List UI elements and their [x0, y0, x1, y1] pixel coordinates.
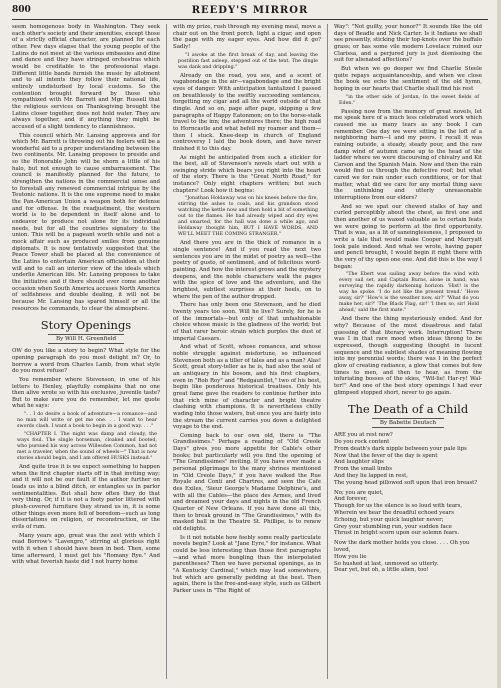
poem-line: So hushed at last, unmoved so utterly.	[334, 560, 439, 567]
paragraph: Coming back to our own old, there is "The Grandissimes." Perhaps a reading of "Old Creole Days" gives you more appetite for Cable's other books; but particularly will you find the opening of "The Grandissimes" inviting. If you have ever made a personal pilgrimage to the many shrines mentioned in "Old Creole Days," if you have walked the Rue Royale and Conti and Chartres, and seen the Cafe des Exiles, 'Sieur George's Madame Delphine's, and with all the Cables—the place des Armes, and lived and dreamed your days and nights in the old French Quarter of New Orleans. If you have done all this, then to break ground in "The Grandissimes," with its masked ball in the Theatre St. Phillipe, is to renew old delights.	[173, 432, 321, 532]
column-middle	[173, 24, 321, 682]
quotation: "I awoke at the first break of day, and leaving the postilion fast asleep, stepped out of the tent. The dingle was dank and dripping."	[178, 52, 318, 70]
paragraph: Way": "Not guilty, your honor?" It sounds like the old days of Beadle and Nick Carter. Is it Indians we shall see presently, sticking their top-knots over the buffalo grass; or has some vile modern Lovelace ruined our Clarissa, and a perjured jury is just dismissing the suit for alienated affections?	[334, 24, 482, 64]
paragraph: seem homogenous body in Washington. They seek each other's society and their amenities, except those of a strictly official character, are planned for each other. Few days elapse that the young people of the Latins do not meet at the various embassies and dine and dance and they have stringed orchestras which would be creditable to the professional stage. Different little bands furnish the music by allotment and to all intents they follow their national life, entirely undisturbed by local customs. So the contention brought forward by those who sympathized with Mr. Barrett and Mgr. Russell that the religious services on Thanksgiving brought the Latins closer together, does not hold water. They are always together, and if anything they might be accused of a slight tendency to clannishness.	[12, 24, 160, 130]
byline: By Babette Deutsch	[334, 418, 482, 428]
poem-line: Though for us the silence is so loud with tears,	[334, 503, 463, 510]
poem-title: The Death of a Child	[347, 402, 469, 417]
article-title: Story Openings	[40, 318, 132, 333]
masthead: REEDY'S MIRROR	[191, 5, 309, 16]
paragraph: This council which Mr. Lansing approves and for which Mr. Barrett is throwing out his feelers will be a wonderful aid to a proper understanding between the two continents. Mr. Lansing proposes to preside and so the Honorable John will be shorn a little of his halo, but not enough to cause embarrassment. The council is manifestly planned for the future, to strengthen the nations in the commercial sense and to forestall any renewed commercial intrigue by the Teutonic nations. It is the one supreme need to make the Pan-American Union a weapon both for defense and for offense. In the readjustment, the western world is to be dependent in itself alone and to endeavor to produce not alone for its individual needs, but for all the countries signatory to the union. This will be a pageant worth while and not a mock affair such as produced smiles from genuine diplomats. It is now tentatively suggested that the Peace Tower shall be placed at the convenience of the Latins to entertain American officialdom at their will and to call an interior view of the ideals which underlie American life. Mr. Lansing proposes to take the initiative and if there should ever come another occasion when South America accuses North America of selfishness and double dealing, it will not be because Mr. Lansing has spared himself or all the resources he commands, to clear the atmosphere.	[12, 132, 160, 312]
paragraph: with my prize, rush through my evening meal, move a chair out on the front porch, light a cigar, and open the page with my eager eyes. And how did it go? Sadly!	[173, 24, 321, 50]
page-edge	[497, 0, 501, 688]
paragraph: Many years ago, great was the zest with which I read Borrow's "Lavengro," stirring at glorious right with it when I should have been in bed. Then, some time afterward, I must get his "Romany Rye." And with what feverish haste did I not hurry home	[12, 532, 160, 566]
poem-line: The young head pillowed soft upon that iron breast?	[334, 479, 478, 486]
paragraph: And what of Scott, whose romances, and whose noble struggle against misfortune, so influenced Stevenson both as a tiller of tales and as a man? Alas! Scott, great story-teller as he is, had also the soul of an antiquary in his bosom, and his first chapters, even in "Rob Roy" and "Redgauntlet," two of his best, begin like ponderous historical treatises. Only his great fame gave the readers to continue further into that rich mine of character and bright theatre clashing with champions. It is nevertheless chilly wading into those waters, but once you are fairly into the stream the current carries you down a delighted voyage to the end.	[173, 344, 321, 431]
quotation: ". . I do desire a book of adventure—a romance—and no man will write or get me one. . . I want to hear swords clash. I want a book to begin in a good way. . . ."	[17, 412, 157, 430]
quotation: "CHAPTER I. The night was damp and cloudy, the ways foul. The single horseman, cloaked and booted, who pursued his way across Willesden Common, had not met a traveler, when the sound of wheels—" That is now stories should begin, and I am offered HUSKS instead."	[17, 432, 157, 462]
poem-line: Dear yet, but oh, a little alien, too!	[334, 567, 429, 574]
quotation: "Jonathan Holdaway was on his knees before the fire, stirring the ashes to coals, and his grandson stood watching the kettle now and then hold a bit of something out to the flames. He had already wiped and dry eyes and smarted, for the hall was done a while ago, and Holdaway thought him, BUT I HAVE WORDS, AND WE'LL MEET THE COMING STRANGER."	[178, 196, 318, 238]
byline: By Will H. Greenfield	[12, 334, 160, 344]
paragraph: And there you are in the thick of romance in a single sentence! And if you read the next two sentences you are in the midst of poetry as well—the poetry of gusto, of sentiment, and of felicitous word-painting. And how the interest grows and the mystery deepens, and the noble characters walk the pages with the spice of love and the adventure, and the brightest, subtlest surprises at their heels, on to where the pen of the author dropped.	[173, 240, 321, 300]
poem-stanza	[334, 540, 482, 574]
poem-line: And forever,	[334, 496, 368, 503]
poem-stanza	[334, 432, 482, 486]
poem-line: And they lie lapped in rest,	[334, 472, 408, 479]
poem-line: Do you rock content	[334, 438, 390, 445]
paragraph: And quite true it is we expect something to happen when the first chapter starts off in that inviting way; and it will not be our fault if the author further on leads us into a blind ditch, or entangles us in parlor sentimentalities. But shall how often they do that very thing. Or, if it is not a footy parlor littered with plush-covered furniture they strand us in, it is some other things even more fell of boredom—such as long dissertations on religion, or reconstruction, or the evils of rum.	[12, 464, 160, 531]
poem-line: Grey your stumbling run, your sudden face	[334, 523, 452, 530]
poem-line: From the small limbs	[334, 466, 392, 473]
page-number: 800	[12, 5, 31, 15]
poem-stanza	[334, 490, 482, 538]
poem-line: Wherein we hear the dreadful echoed years	[334, 509, 454, 516]
poem-line: And laughter slips	[334, 459, 384, 466]
poem-line: Now the dark mother holds you close. . . . Oh you loved,	[334, 540, 470, 553]
column-divider	[166, 24, 167, 679]
poem-line: Echoing, but your quick laughter never;	[334, 516, 444, 523]
poem-line: ARE you at rest now?	[334, 432, 393, 439]
poem-line: How you lie	[334, 553, 367, 560]
paragraph: Is it not notable how feebly some really particulate novels begin? Look at "Jane Eyre," for instance. What could be less interesting than those first paragraphs—and what more bungling than the interpolated parentheses? Then we have personal openings, as in "A Kentucky Cardinal," which may lead somewhere, but which are generally pedding at the best. Then again, there is the free-and-easy style, such as Gilbert Parker uses in "The Right of	[173, 534, 321, 594]
paragraph: As might be anticipated from such a stickler for the best, all of Stevenson's novels start out with a swinging stride which bears you right into the heart of the story. There is the "Great North Road," for instance? Only eight chapters written; but such chapters! Look how it begins:	[173, 154, 321, 194]
column-divider	[327, 24, 328, 679]
poem	[334, 432, 482, 574]
page-header	[12, 5, 488, 20]
poem-line: No; you are quiet,	[334, 489, 384, 496]
paragraph: There has only been one Stevenson, and he died twenty years too soon. Will he live? Surely, for he is of the immortals—but only of that unfashionable choice whose music is the gladness of the world; but of that rarer heroic strain which purples the dust of imperial Caesars.	[173, 302, 321, 342]
quotation: "The Ebert was sailing away before the wind with every sail set, and Captain Burns, alone in hand, was surveying the rapidly darkening horizon. 'Hist! is the way he spoke. 'I do not like the present trend.' 'Hove away, sir?' 'How's is the weather now, sir?' 'What do you make her, sir?' 'The Black Flag, sir!' 'I then so, sir! Hold ahead,' said the first mate."	[339, 272, 479, 314]
column-left	[12, 24, 160, 682]
paragraph: You remember where Stevenson, in one of his letters to Henley, playfully complains that no one then alive wrote so with his exclusive, juvenile taste? But to make sure you do remember, let me quote what he says:	[12, 376, 160, 410]
poem-line: Thrust in bright scorn upon our solemn fears.	[334, 530, 460, 537]
paragraph: But when we go deeper we find Charlie Steele quite repays acquaintanceship, and when we close the book we echo the sentiment of the old hymn, hoping in our hearts that Charlie shall find his rest	[334, 65, 482, 92]
paragraph: Passing now from the memory of great novels, let me speak here of a much less celebrated work which caused me as many tears as any book I can remember. One day we were sitting in the loft of a neighboring barn—I and my peers. I recall it was raining outside, a steady, steady pour, and the raw damp wind of autumn came up to the head of the ladder where we were discoursing of chivalry and Kit Carson and the Spanish Main. Now and then the rain would find us through the defective roof; but what cared we for rain under such conditions, or for that matter, what did we care for any mortal thing save the unthinking and utterly unreasonable interruptions from our elders?	[334, 108, 482, 202]
paragraph: OW do you like a story to begin? What style for the opening paragraph do you most delight in? Or, to borrow a word from Charles Lamb, from what style do you most refuse?	[12, 348, 160, 375]
paragraph: Already on the road, you see, and a scent of vagabondage in the air—vagabondage and the bright eyes of danger. With anticipation tantalized I passed on breathlessly to the swiftly succeeding sentences, forgetting my cigar and all the world outside of that dingle. And so on, page after page, skipping a few paragraphs of Happy Eatonmon; on to the horse-stalk travel to the inn; the adventures there; the high road to Horncastle and what befell my roamer and them—then I stuck. Knee-deep in church of England controversy I laid the book down, and have never finished it to this day.	[173, 72, 321, 152]
poem-line: Now that the fever of the day is spent	[334, 452, 438, 459]
poem-line: From death's dark nipple between your pale lips	[334, 445, 467, 452]
paragraph: And there the thing mysteriously ended. And for why? Because of the most disastrous and fatal guessing of that literary work. Interruption! There was I in that rare mood when ideas throng to be expressed, though suggesting thought in lucent sequence and the subtlest shades of meaning flowing into my perennial words; there was I in the perfect glow of creating radiance, a glow that comes but few times to men, and then to hear, as from the infuriating bosses of the skies, "Wil-lie! Har-ry! Wal-ter!" And one of the best story openings I had ever glimpsed stopped short, never to go again.	[334, 316, 482, 396]
quotation: "in the other side of Jordan, In the sweet fields of Eden."	[339, 94, 479, 106]
column-right	[334, 24, 482, 682]
paragraph: And so we spat our chewed stalks of hay and curled perceptibly about the chest, as first one and then another of us waxed valuable as to certain feats we were going to perform at the first opportunity. That is was, as a lit of saneinglessness, I proposed to write a tale that would make Cooper and Marryatt look pale indeed. And what we wrote, having paper and pencil brought, I would begin it right there with the very of thy open one one. And did this is the way I began:	[334, 203, 482, 270]
